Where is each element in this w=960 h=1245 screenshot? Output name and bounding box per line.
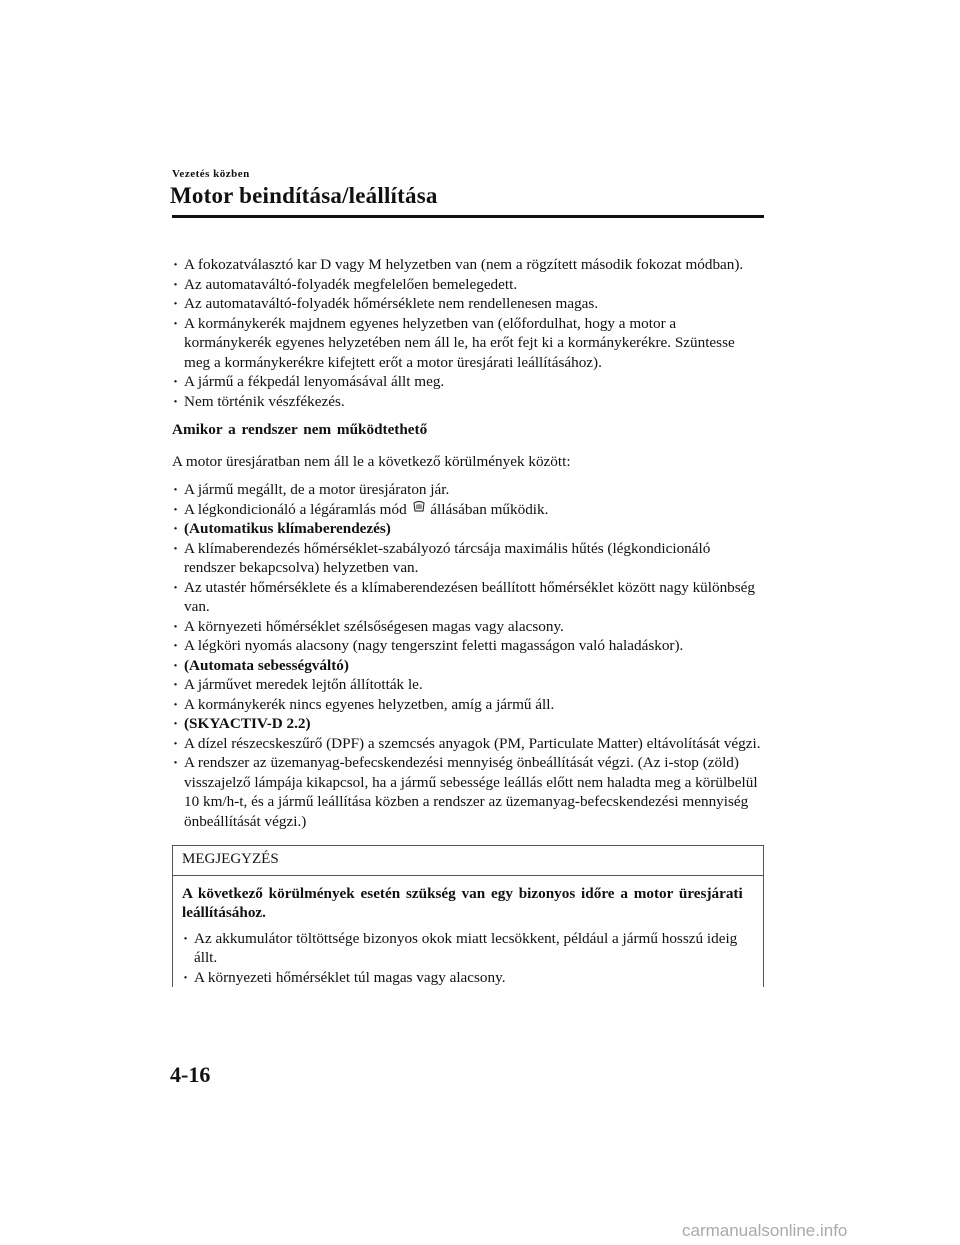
page-title: Motor beindítása/leállítása: [170, 183, 438, 208]
watermark-text: carmanualsonline.info: [682, 1221, 848, 1240]
windshield-defrost-icon: [413, 500, 425, 512]
list-item: [172, 500, 764, 520]
section-heading: Amikor a rendszer nem működtethető: [172, 421, 428, 438]
note-box: [172, 845, 764, 987]
list-item: · A dízel részecskeszűrő (DPF) a szemcsés anyagok (PM, Particulate Matter) eltávolítását végzi.: [172, 734, 764, 754]
climate-sublist: [172, 539, 764, 617]
list-item: · A jármű a fékpedál lenyomásával állt meg.: [172, 372, 764, 392]
not-operable-list: [172, 480, 764, 539]
list-item: · A rendszer az üzemanyag-befecskendezési mennyiség önbeállítását végzi. (Az i-stop (zöld) visszajelző lámpája kikapcsol, ha a jármű sebessége leállás előtt nem haladta meg a körülbelül 10 km/h-t, és a jármű leállítása közben a rendszer az üzemanyag-befecskendezési mennyiség önbeállítását végzi.): [172, 753, 764, 831]
list-item: · A járművet meredek lejtőn állították le.: [172, 675, 764, 695]
list-item: · A kormánykerék nincs egyenes helyzetben, amíg a jármű áll.: [172, 695, 764, 715]
list-group-label: · (SKYACTIV-D 2.2): [172, 714, 764, 734]
list-item: · A környezeti hőmérséklet szélsőségesen magas vagy alacsony.: [172, 617, 764, 637]
page-number: 4-16: [170, 1062, 211, 1087]
section-intro: A motor üresjáratban nem áll le a következő körülmények között:: [172, 452, 571, 470]
list-item: · Az utastér hőmérséklete és a klímaberendezésen beállított hőmérséklet között nagy különbség van.: [172, 578, 764, 617]
list-item-text-before: A légkondicionáló a légáramlás mód: [184, 500, 407, 518]
header-divider: [172, 215, 764, 218]
list-item: · A klímaberendezés hőmérséklet-szabályozó tárcsája maximális hűtés (légkondicionáló rendszer bekapcsolva) helyzetben van.: [172, 539, 764, 578]
conditions-list: [172, 255, 764, 411]
not-operable-list-continued: [172, 617, 764, 676]
list-item: · A környezeti hőmérséklet túl magas vagy alacsony.: [182, 968, 754, 988]
not-operable-list-skyactiv: [172, 714, 764, 734]
note-intro: A következő körülmények esetén szükség van egy bizonyos időre a motor üresjárati leállításához.: [182, 884, 743, 921]
note-title: MEGJEGYZÉS: [173, 846, 763, 876]
list-item: · A fokozatválasztó kar D vagy M helyzetben van (nem a rögzített második fokozat módban).: [172, 255, 764, 275]
note-body: [173, 876, 763, 988]
skyactiv-sublist: [172, 734, 764, 832]
list-group-label: · (Automata sebességváltó): [172, 656, 764, 676]
list-item: · A kormánykerék majdnem egyenes helyzetben van (előfordulhat, hogy a motor a kormánykerék egyenes helyzetében nem áll le, ha erőt fejt ki a kormánykerékre. Szüntesse meg a kormánykerékre kifejtett erőt a motor üresjárati leállításához).: [172, 314, 764, 373]
transmission-sublist: [172, 675, 764, 714]
list-item: · Az automataváltó-folyadék hőmérséklete nem rendellenesen magas.: [172, 294, 764, 314]
note-list: [182, 929, 754, 988]
list-group-label: · (Automatikus klímaberendezés): [172, 519, 764, 539]
list-item: · A jármű megállt, de a motor üresjáraton jár.: [172, 480, 764, 500]
section-label: Vezetés közben: [172, 168, 250, 180]
page-content: [172, 255, 764, 987]
list-item: · Nem történik vészfékezés.: [172, 392, 764, 412]
list-item-text-after: állásában működik.: [430, 500, 549, 518]
list-item: · Az akkumulátor töltöttsége bizonyos okok miatt lecsökkent, például a jármű hosszú ideig állt.: [182, 929, 754, 968]
list-item: · Az automataváltó-folyadék megfelelően bemelegedett.: [172, 275, 764, 295]
list-item: · A légköri nyomás alacsony (nagy tengerszint feletti magasságon való haladáskor).: [172, 636, 764, 656]
